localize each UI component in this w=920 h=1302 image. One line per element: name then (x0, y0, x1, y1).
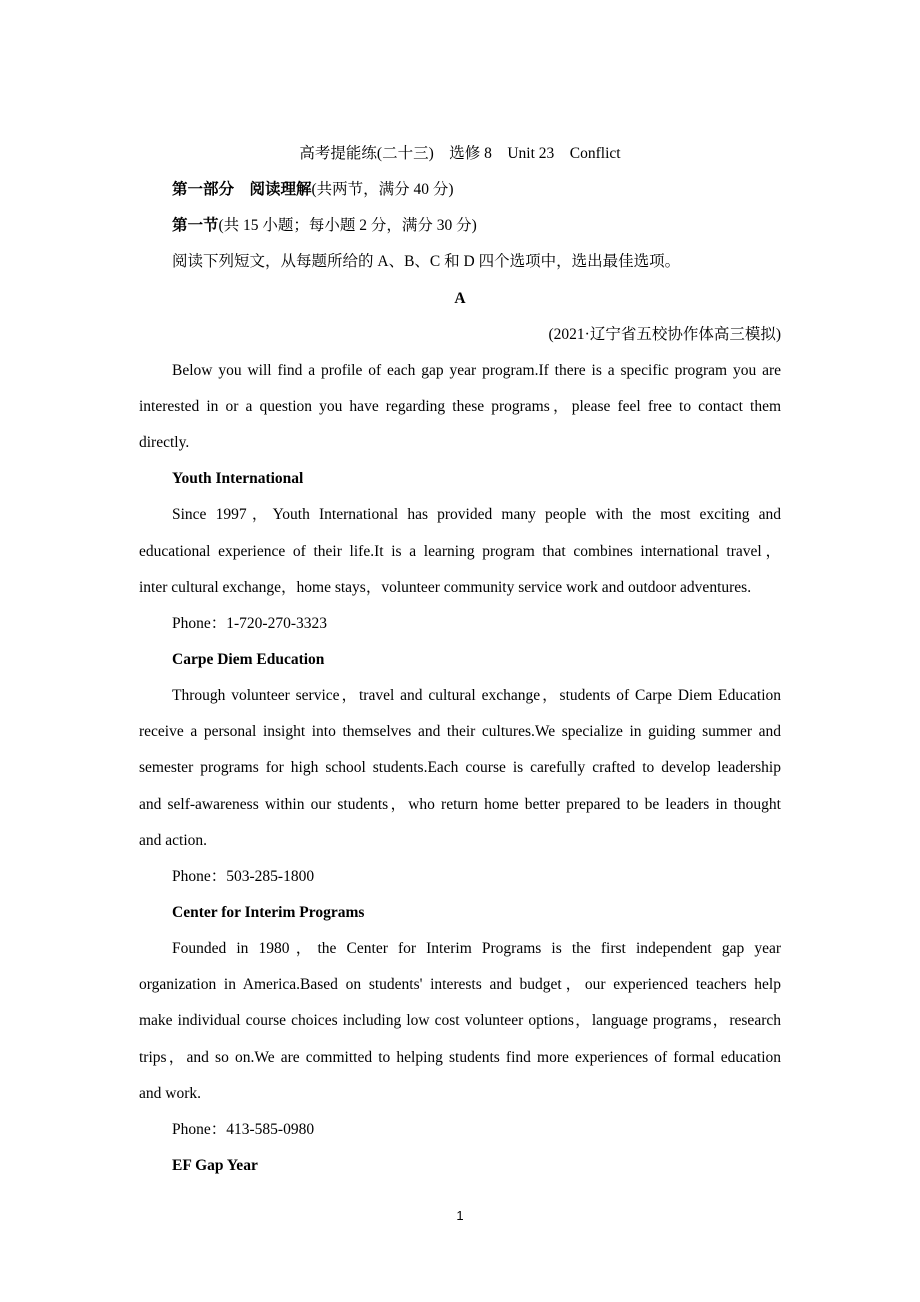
paragraph-line: receive a personal insight into themselves and their cultures.We specialize in guiding summer and (139, 723, 781, 741)
section-heading-bold: 第一节 (172, 217, 219, 235)
part-heading-rest: (共两节，满分 40 分) (311, 181, 454, 199)
program-heading: Youth International (172, 470, 304, 488)
program-phone: Phone：1-720-270-3323 (172, 614, 327, 632)
document-page (139, 136, 781, 1184)
paragraph-line: directly. (139, 434, 190, 452)
section-heading-rest: (共 15 小题；每小题 2 分，满分 30 分) (218, 217, 477, 235)
instruction: 阅读下列短文，从每题所给的 A、B、C 和 D 四个选项中，选出最佳选项。 (172, 253, 681, 271)
paragraph-line: Below you will find a profile of each gap year program.If there is a specific program you are (172, 361, 781, 379)
paragraph-line: Since 1997，Youth International has provided many people with the most exciting and (172, 506, 781, 524)
section-heading (139, 208, 781, 244)
program-phone: Phone：503-285-1800 (172, 867, 315, 885)
paragraph-line: trips，and so on.We are committed to helping students find more experiences of formal education (139, 1048, 781, 1066)
program-heading: EF Gap Year (172, 1156, 258, 1174)
part-heading (139, 172, 781, 208)
paragraph-line: and action. (139, 831, 208, 849)
paragraph-line: Through volunteer service，travel and cultural exchange，students of Carpe Diem Education (172, 687, 781, 705)
paragraph-line: inter cultural exchange，home stays，volunteer community service work and outdoor adventures. (139, 578, 752, 596)
paragraph-line: semester programs for high school students.Each course is carefully crafted to develop leadership (139, 759, 781, 777)
program-phone: Phone：413-585-0980 (172, 1120, 315, 1138)
passage-body (139, 353, 781, 1184)
paragraph-line: interested in or a question you have regarding these programs，please feel free to contact them (139, 397, 781, 415)
paragraph-line: educational experience of their life.It is a learning program that combines international travel， (139, 542, 781, 560)
part-heading-bold: 第一部分 阅读理解 (172, 181, 312, 199)
program-heading: Carpe Diem Education (172, 650, 325, 668)
paragraph-line: Founded in 1980，the Center for Interim Programs is the first independent gap year (172, 940, 781, 958)
passage-label: A (454, 289, 466, 307)
paragraph-line: organization in America.Based on students' interests and budget，our experienced teachers help (139, 976, 781, 994)
source-note: (2021·辽宁省五校协作体高三模拟) (548, 325, 781, 343)
page-number: 1 (456, 1208, 464, 1223)
paragraph-line: and self-awareness within our students，who return home better prepared to be leaders in thought (139, 795, 781, 813)
paragraph-line: make individual course choices including low cost volunteer options，language programs，research (139, 1012, 781, 1030)
page-title: 高考提能练(二十三) 选修 8 Unit 23 Conflict (299, 145, 621, 162)
paragraph-line: and work. (139, 1084, 201, 1102)
program-heading: Center for Interim Programs (172, 903, 365, 921)
